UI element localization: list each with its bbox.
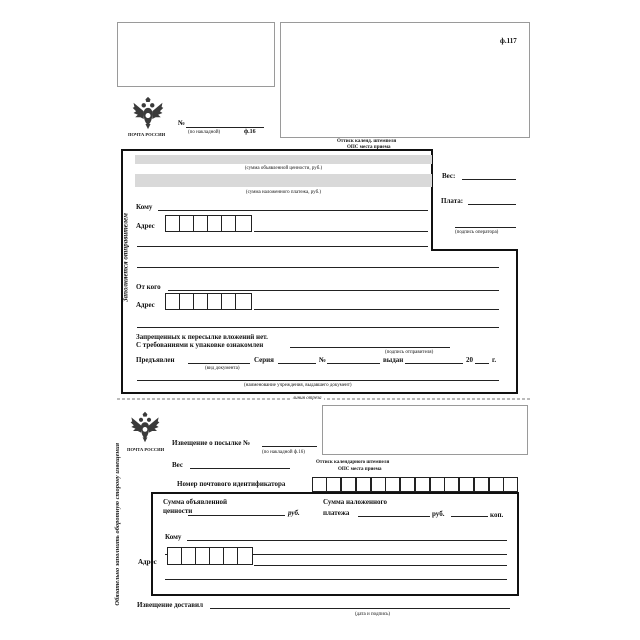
tracking-cell: [474, 477, 489, 492]
delivered-line: [210, 608, 510, 609]
from-address-line-2: [137, 327, 499, 328]
tracking-cell: [444, 477, 459, 492]
tracking-cell: [459, 477, 474, 492]
tracking-cell: [326, 477, 341, 492]
postcode-cell: [167, 547, 182, 565]
eagle-emblem-icon: [131, 95, 165, 131]
logo-text: ПОЧТА РОССИИ: [128, 132, 166, 137]
postcode-cell: [207, 215, 222, 232]
form-code: ф.117: [500, 37, 517, 45]
postcode-cell: [181, 547, 196, 565]
issued-line: [405, 363, 463, 364]
form-ref: ф.16: [244, 129, 256, 135]
declared-value-rub: руб.: [288, 509, 300, 517]
doc-type-line: [188, 363, 250, 364]
postcode-cell: [165, 215, 180, 232]
declared-value-label-line1: Сумма объявленной: [163, 498, 228, 506]
from-line: [168, 290, 499, 291]
tracking-cell: [400, 477, 415, 492]
tracking-cell: [415, 477, 430, 492]
date-sign-hint: (дата и подпись): [355, 612, 391, 617]
postcode-cell: [209, 547, 224, 565]
notice-stamp-caption-line1: Оттиск календарного штемпеля: [316, 460, 390, 465]
declared-value-label-line2: ценности: [163, 507, 193, 515]
stamp-caption-line2: ОПС места приема: [347, 145, 391, 150]
notice-stamp-caption-line2: ОПС места приема: [338, 467, 382, 472]
to-label: Кому: [136, 203, 153, 211]
tracking-cell: [385, 477, 400, 492]
postcode-cell: [221, 215, 236, 232]
cut-line-label: линия отреза: [290, 396, 324, 401]
series-line: [278, 363, 316, 364]
cod-rub: руб.: [432, 510, 445, 518]
sender-sign-hint: (подпись отправителя): [385, 350, 434, 355]
tracking-cell: [503, 477, 518, 492]
notice-address-label: Адрес: [138, 558, 157, 566]
issuer-hint: (наименование учреждения, выдавшего документ): [244, 383, 352, 388]
tracking-cell: [371, 477, 386, 492]
operator-sign-line: [455, 227, 516, 228]
postcode-cell: [207, 293, 222, 310]
postcode-cell: [235, 293, 252, 310]
to-line: [158, 210, 428, 211]
postcode-cell: [179, 215, 194, 232]
series-label: Серия: [254, 356, 274, 364]
notice-weight-label: Вес: [172, 461, 183, 469]
tracking-label: Номер почтового идентификатора: [177, 480, 286, 488]
tracking-cell: [312, 477, 327, 492]
notice-to-line: [187, 540, 507, 541]
number-hint: (по накладной): [188, 130, 221, 135]
notice-logo-text: ПОЧТА РОССИИ: [127, 447, 165, 452]
cod-field: [135, 174, 432, 187]
cod-hint: (сумма наложенного платежа, руб.): [245, 190, 322, 195]
issuer-line: [137, 380, 499, 381]
fee-line: [468, 204, 516, 205]
postcode-cell: [237, 547, 253, 565]
postcode-cell: [193, 215, 208, 232]
year-suffix: г.: [492, 356, 497, 364]
notice-address-line-1: [254, 565, 507, 566]
delivered-label: Извещение доставил: [137, 601, 203, 609]
cod-rub-line: [358, 516, 430, 517]
weight-label: Вес:: [442, 172, 456, 180]
number-line: [186, 127, 264, 128]
top-left-blank-box: [117, 22, 275, 87]
notice-number-hint: (по накладной ф.16): [262, 450, 305, 455]
notice-address-line-2: [165, 579, 507, 580]
postcode-cell: [165, 293, 180, 310]
stamp-box-top: [280, 22, 530, 138]
declaration-line-1: Запрещенных к пересылке вложений нет.: [136, 333, 268, 341]
sender-sign-line: [290, 347, 450, 348]
to-address-line-3: [137, 267, 499, 268]
sender-side-note: Заполняется отправителем: [121, 213, 130, 302]
declared-value-field: [135, 155, 432, 164]
doc-number-label: №: [319, 356, 327, 364]
postcode-cell: [221, 293, 236, 310]
to-address-line-2: [137, 246, 428, 247]
tracking-cell: [430, 477, 445, 492]
doc-number-line: [327, 363, 380, 364]
postcode-cell: [235, 215, 252, 232]
presented-label: Предъявлен: [136, 356, 175, 364]
fee-label: Плата:: [441, 197, 464, 205]
number-sign: №: [178, 119, 186, 127]
postcode-cell: [179, 293, 194, 310]
declaration-line-2: С требованиями к упаковке ознакомлен: [136, 341, 264, 349]
from-address-line-1: [254, 309, 499, 310]
cod-kop: коп.: [490, 511, 504, 519]
tracking-cell: [356, 477, 371, 492]
to-address-label: Адрес: [136, 222, 155, 230]
issued-label: выдан: [383, 356, 404, 364]
postcode-cell: [195, 547, 210, 565]
from-address-label: Адрес: [136, 301, 155, 309]
postcode-cell: [223, 547, 238, 565]
postcode-cell: [193, 293, 208, 310]
from-label: От кого: [136, 283, 161, 291]
stamp-caption-line1: Оттиск календ. штемпеля: [337, 139, 397, 144]
notice-number-line: [262, 446, 317, 447]
stamp-box-notice: [322, 405, 528, 455]
notice-title: Извещение о посылке №: [172, 439, 251, 447]
tracking-cell: [341, 477, 356, 492]
notice-weight-line: [190, 468, 290, 469]
declared-value-line: [188, 515, 285, 516]
cod-label-line2: платежа: [323, 509, 350, 517]
to-address-line-1: [254, 231, 428, 232]
cod-label-line1: Сумма наложенного: [323, 498, 388, 506]
declared-value-hint: (сумма объявленной ценности, руб.): [244, 166, 323, 171]
notice-to-label: Кому: [165, 533, 182, 541]
eagle-emblem-icon: [129, 410, 161, 444]
cod-kop-line: [451, 516, 488, 517]
year-prefix: 20: [466, 356, 473, 364]
notice-side-note: Обязательно заполнить оборотную сторону извещения: [113, 442, 121, 606]
doc-type-hint: (вид документа): [205, 366, 240, 371]
operator-sign-hint: (подпись оператора): [455, 230, 499, 235]
tracking-cell: [489, 477, 504, 492]
weight-line: [462, 179, 516, 180]
year-line: [475, 363, 489, 364]
